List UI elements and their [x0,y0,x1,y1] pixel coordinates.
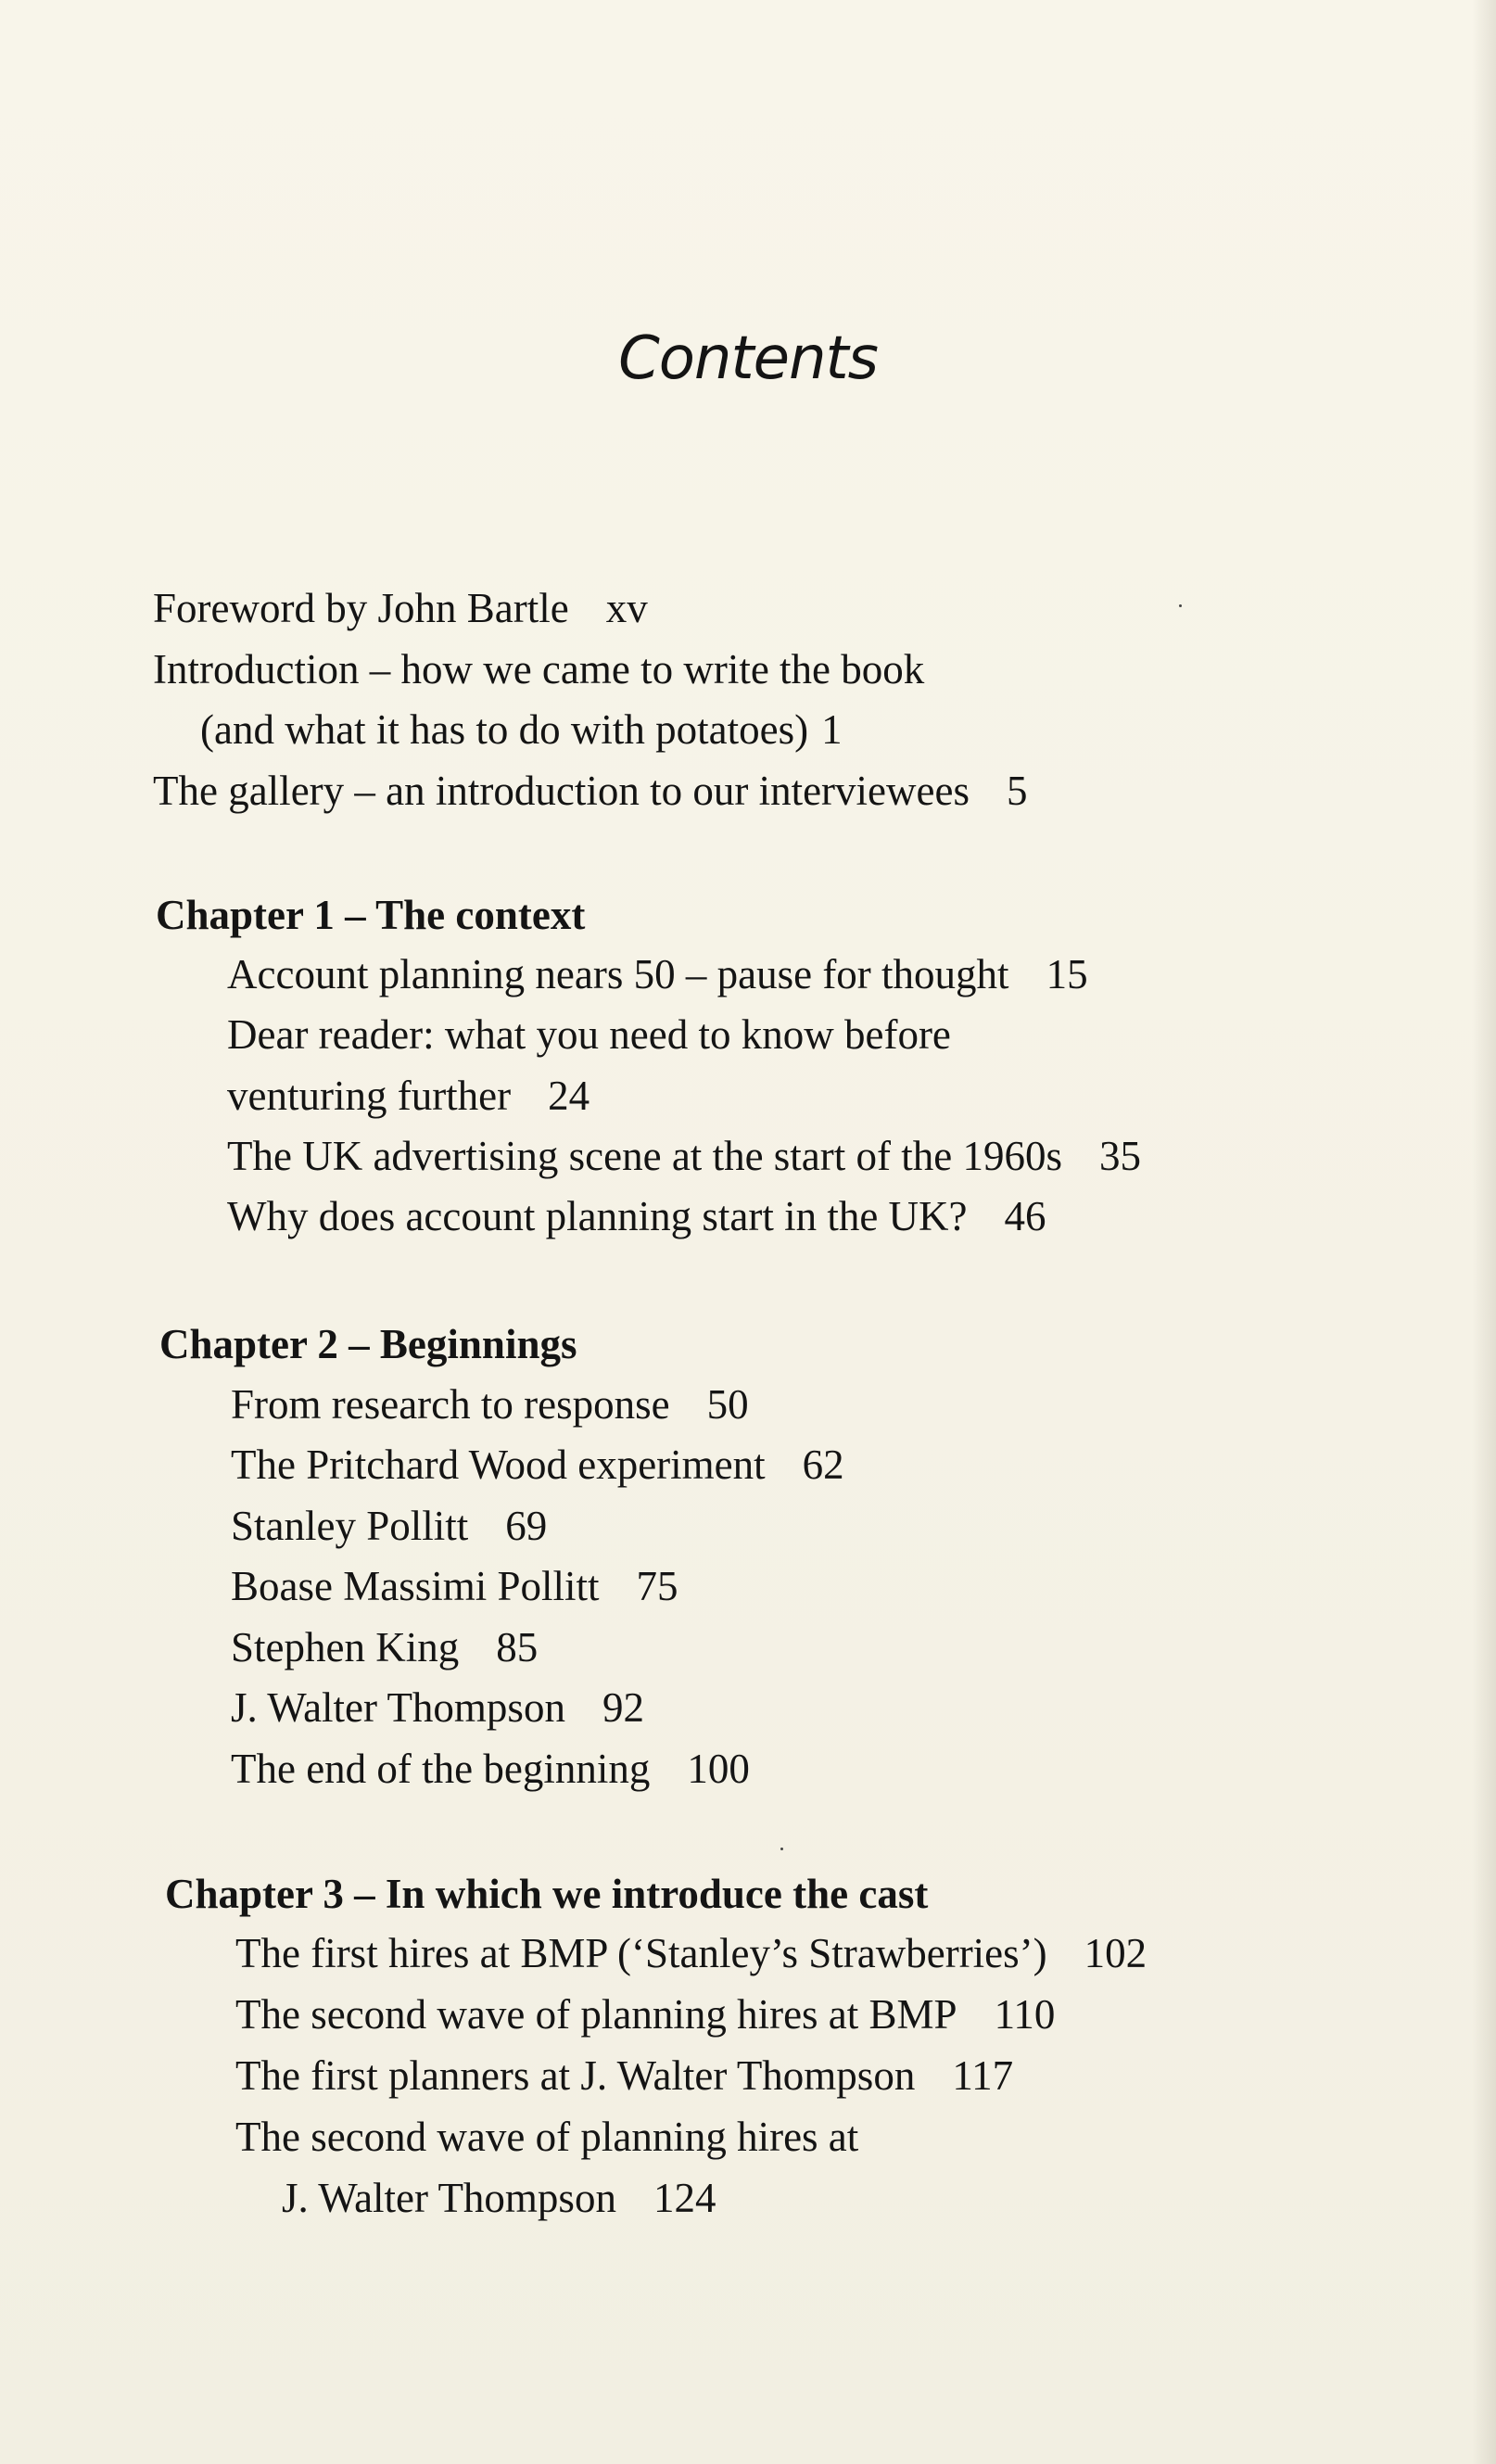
toc-entry [231,1444,844,1486]
entry-text: Dear reader: what you need to know before [227,1011,951,1058]
entry-text: Boase Massimi Pollitt [231,1563,600,1609]
entry-text: From research to response [231,1381,670,1428]
entry-page: 102 [1084,1930,1147,1976]
toc-entry [227,1011,951,1058]
entry-page: 100 [687,1746,750,1792]
chapter-3-heading: Chapter 3 – In which we introduce the cast [165,1871,929,1917]
toc-entry [282,2175,716,2221]
entry-page: 50 [706,1381,749,1428]
entry-page: 69 [505,1503,548,1549]
entry-text: The gallery – an introduction to our interviewees [153,768,970,814]
entry-text: venturing further [227,1073,512,1119]
entry-text: J. Walter Thompson [282,2175,616,2221]
entry-page: 110 [994,1991,1056,2038]
chapter-2-heading: Chapter 2 – Beginnings [159,1321,577,1367]
toc-entry [231,1748,750,1790]
entry-text: The first planners at J. Walter Thompson [235,2052,916,2099]
print-speck [780,1848,783,1850]
entry-page: 117 [952,2052,1014,2099]
entry-text: The second wave of planning hires at [235,2114,859,2160]
entry-text: Foreword by John Bartle [153,585,569,631]
entry-text: The Pritchard Wood experiment [231,1442,766,1488]
toc-entry [235,2116,858,2158]
entry-text: Account planning nears 50 – pause for thought [227,951,1009,997]
page-title: Contents [618,324,878,393]
entry-text: J. Walter Thompson [231,1684,565,1731]
entry-text: The first hires at BMP (‘Stanley’s Strawberries’) [235,1930,1047,1976]
entry-page: 75 [636,1563,678,1609]
entry-text: The end of the beginning [231,1746,651,1792]
entry-page: 15 [1046,951,1088,997]
entry-text: The UK advertising scene at the start of the 1960s [227,1133,1062,1179]
entry-text: Stephen King [231,1624,460,1670]
entry-page: xv [605,585,648,631]
entry-page: 5 [1006,768,1028,814]
toc-entry [231,1684,644,1731]
toc-entry-introduction-cont [200,706,843,753]
toc-entry [231,1563,678,1609]
toc-entry [235,1991,1056,2038]
entry-page: 1 [821,706,843,753]
toc-entry-gallery [153,770,1027,812]
toc-entry [231,1505,547,1547]
toc-entry [227,951,1088,997]
entry-page: 24 [548,1073,590,1119]
toc-entry [231,1624,539,1670]
toc-entry [231,1381,749,1428]
entry-page: 46 [1004,1193,1046,1239]
toc-entry-introduction [153,646,925,692]
entry-text: (and what it has to do with potatoes) [200,706,809,753]
chapter-1-heading: Chapter 1 – The context [156,892,586,938]
toc-entry [235,1930,1147,1976]
print-speck [1179,604,1182,607]
toc-entry [227,1133,1141,1179]
entry-page: 62 [802,1442,844,1488]
toc-entry [227,1193,1046,1239]
entry-text: Stanley Pollitt [231,1503,469,1549]
toc-entry [227,1075,590,1117]
entry-page: 92 [602,1684,644,1731]
entry-page: 85 [496,1624,539,1670]
entry-text: The second wave of planning hires at BMP [235,1991,957,2038]
toc-entry [235,2052,1014,2099]
entry-text: Introduction – how we came to write the book [153,646,925,692]
entry-page: 124 [653,2175,716,2221]
entry-text: Why does account planning start in the UK? [227,1193,968,1239]
toc-entry-foreword [153,585,648,631]
entry-page: 35 [1099,1133,1141,1179]
